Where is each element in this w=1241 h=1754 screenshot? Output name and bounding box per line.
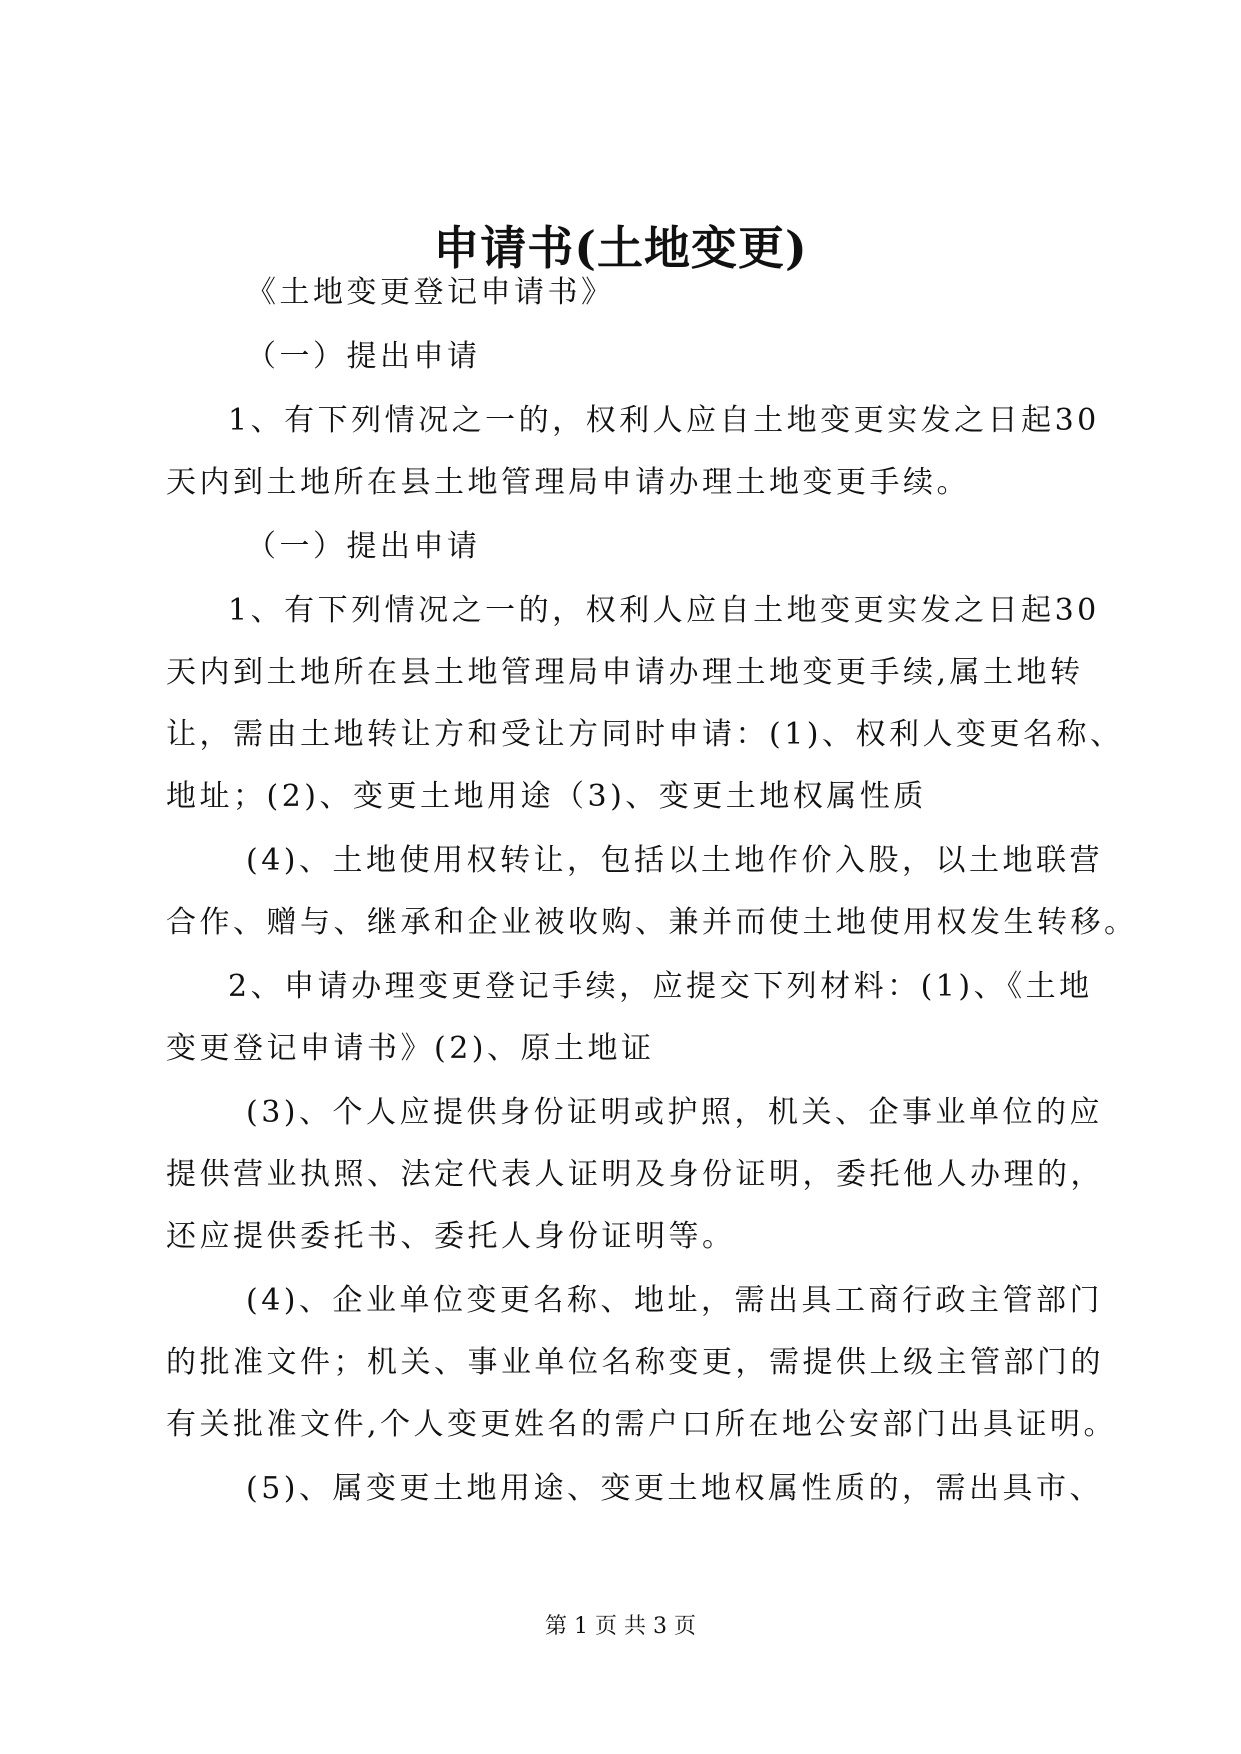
paragraph [166,1458,1103,1520]
paragraph [166,580,1124,828]
paragraph-line: 天内到土地所在县土地管理局申请办理土地变更手续,属土地转 [166,655,1084,690]
paragraph-line: 2、申请办理变更登记手续，应提交下列材料：(1)、《土地 [228,969,1093,1004]
page-title: 申请书(土地变更) [433,221,808,275]
paragraph [166,1082,1104,1268]
paragraph-line: (4)、企业单位变更名称、地址，需出具工商行政主管部门 [246,1283,1103,1318]
paragraph-line: 《土地变更登记申请书》 [246,275,615,310]
paragraph-line: 地址；(2)、变更土地用途（3)、变更土地权属性质 [166,779,927,814]
paragraph-line: 变更登记申请书》(2)、原土地证 [166,1031,655,1066]
paragraph-line: 合作、赠与、继承和企业被收购、兼并而使土地使用权发生转移。 [166,905,1138,940]
paragraph-line: （一）提出申请 [246,339,481,374]
paragraph-line: 提供营业执照、法定代表人证明及身份证明，委托他人办理的， [166,1157,1104,1192]
paragraph [166,1270,1118,1456]
paragraph-line: 天内到土地所在县土地管理局申请办理土地变更手续。 [166,465,970,500]
paragraph [166,516,1081,578]
document-body [166,262,1138,1520]
paragraph-line: 1、有下列情况之一的，权利人应自土地变更实发之日起30 [228,593,1100,628]
paragraph [166,956,1093,1080]
paragraph-line: (5)、属变更土地用途、变更土地权属性质的，需出具市、 [246,1471,1103,1506]
paragraph-line: 1、有下列情况之一的，权利人应自土地变更实发之日起30 [228,403,1100,438]
paragraph-line: (3)、个人应提供身份证明或护照，机关、企事业单位的应 [246,1095,1103,1130]
paragraph-line: 的批准文件；机关、事业单位名称变更，需提供上级主管部门的 [166,1345,1104,1380]
paragraph-line: (4)、土地使用权转让，包括以土地作价入股，以土地联营 [246,843,1103,878]
paragraph-line: 有关批准文件,个人变更姓名的需户口所在地公安部门出具证明。 [166,1407,1118,1442]
paragraph-line: 让，需由土地转让方和受让方同时申请：(1)、权利人变更名称、 [166,717,1124,752]
paragraph [166,262,1081,324]
paragraph-line: （一）提出申请 [246,529,481,564]
paragraph [166,390,1100,514]
paragraph [166,830,1138,954]
paragraph-line: 还应提供委托书、委托人身份证明等。 [166,1219,736,1254]
paragraph [166,326,1081,388]
page-footer: 第 1 页 共 3 页 [545,1614,696,1639]
